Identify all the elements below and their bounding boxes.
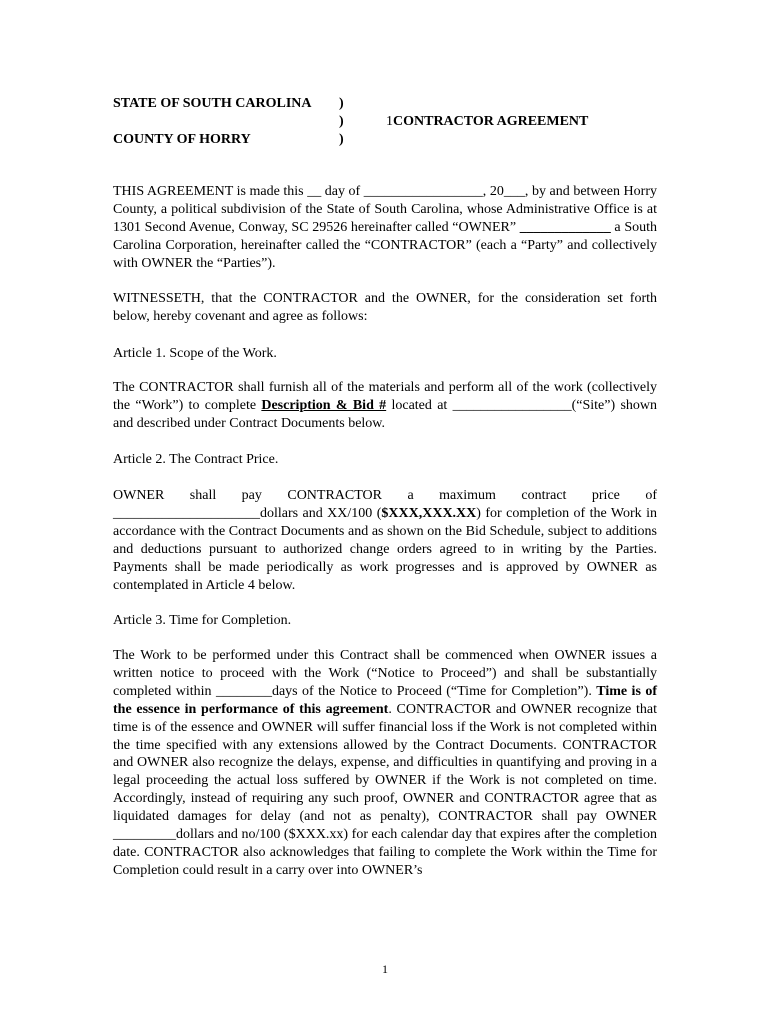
page-number: 1 bbox=[382, 962, 388, 976]
article-3-text-a: The Work to be performed under this Contract shall be commenced when OWNER issues a written notice to proceed with the Work (“Notice to Proceed”) and shall be substantially completed within ________days of the Notice to Proceed (“Time for Completion”). bbox=[113, 648, 657, 699]
title-number: 1 bbox=[386, 114, 393, 129]
article-2-body bbox=[113, 487, 657, 594]
caption-county: COUNTY OF HORRY bbox=[113, 132, 251, 147]
description-bid-field: Description & Bid # bbox=[261, 397, 387, 413]
article-2-text-b: ) for completion of the Work in accordance with the Contract Documents and as shown on the Bid Schedule, subject to additions and deductions pursuant to authorized change orders agreed to in writing by the Parties. Payments shall be made periodically as work progresses and is approved by OWNER as contemplated in Article 4 below. bbox=[113, 505, 657, 593]
caption-paren-2: ) bbox=[339, 114, 344, 129]
title-text: CONTRACTOR AGREEMENT bbox=[393, 114, 589, 129]
contract-amount: $XXX,XXX.XX bbox=[381, 505, 477, 521]
caption-paren-1: ) bbox=[339, 96, 344, 111]
intro-paragraph bbox=[113, 183, 657, 273]
article-1-heading: Article 1. Scope of the Work. bbox=[113, 346, 277, 361]
article-3-body bbox=[113, 647, 657, 880]
witnesseth-paragraph: WITNESSETH, that the CONTRACTOR and the OWNER, for the consideration set forth below, hereby covenant and agree as follows: bbox=[113, 291, 657, 324]
article-3-text-b: . CONTRACTOR and OWNER recognize that time is of the essence and OWNER will suffer financial loss if the Work is not completed within the time specified with any extensions allowed by the Contract Documents. CONTRACTOR and OWNER also recognize the delays, expense, and difficulties in quantifying and proving in a legal proceeding the actual loss suffered by OWNER if the Work is not completed on time. Accordingly, instead of requiring any such proof, OWNER and CONTRACTOR agree that as liquidated damages for delay (and not as penalty), CONTRACTOR shall pay OWNER _________dollars and no/100 ($XXX.xx) for each calendar day that expires after the completion date. CONTRACTOR also acknowledges that failing to complete the Work within the Time for Completion could result in a carry over into OWNER’s bbox=[113, 701, 657, 878]
article-3-heading: Article 3. Time for Completion. bbox=[113, 613, 292, 628]
article-2-text-a: OWNER shall pay CONTRACTOR a maximum contract price of _____________________dollars and XX/100 ( bbox=[113, 488, 657, 521]
intro-text-rest: a South Carolina Corporation, hereinafter called the “CONTRACTOR” (each a “Party” and collectively with OWNER the “Parties”). bbox=[113, 219, 658, 271]
caption-paren-3: ) bbox=[339, 132, 344, 147]
agreement-title bbox=[386, 113, 588, 130]
article-1-text-b: located at _________________(“Site”) shown and described under Contract Documents below. bbox=[113, 397, 657, 431]
owner-blank: _____________ bbox=[519, 219, 611, 235]
article-1-text-a: The CONTRACTOR shall furnish all of the materials and perform all of the work (collectively the “Work”) to complete bbox=[113, 380, 657, 413]
time-of-essence: Time is of the essence in performance of this agreement bbox=[113, 683, 657, 717]
caption-state: STATE OF SOUTH CAROLINA bbox=[113, 96, 312, 111]
intro-text: THIS AGREEMENT is made this __ day of _________________, 20___, by and between Horry County, a political subdivision of the State of South Carolina, whose Administrative Office is at 1301 Second Avenue, Conway, SC 29526 hereinafter called “OWNER” bbox=[113, 184, 657, 235]
article-2-heading: Article 2. The Contract Price. bbox=[113, 452, 279, 467]
article-1-body bbox=[113, 379, 657, 433]
